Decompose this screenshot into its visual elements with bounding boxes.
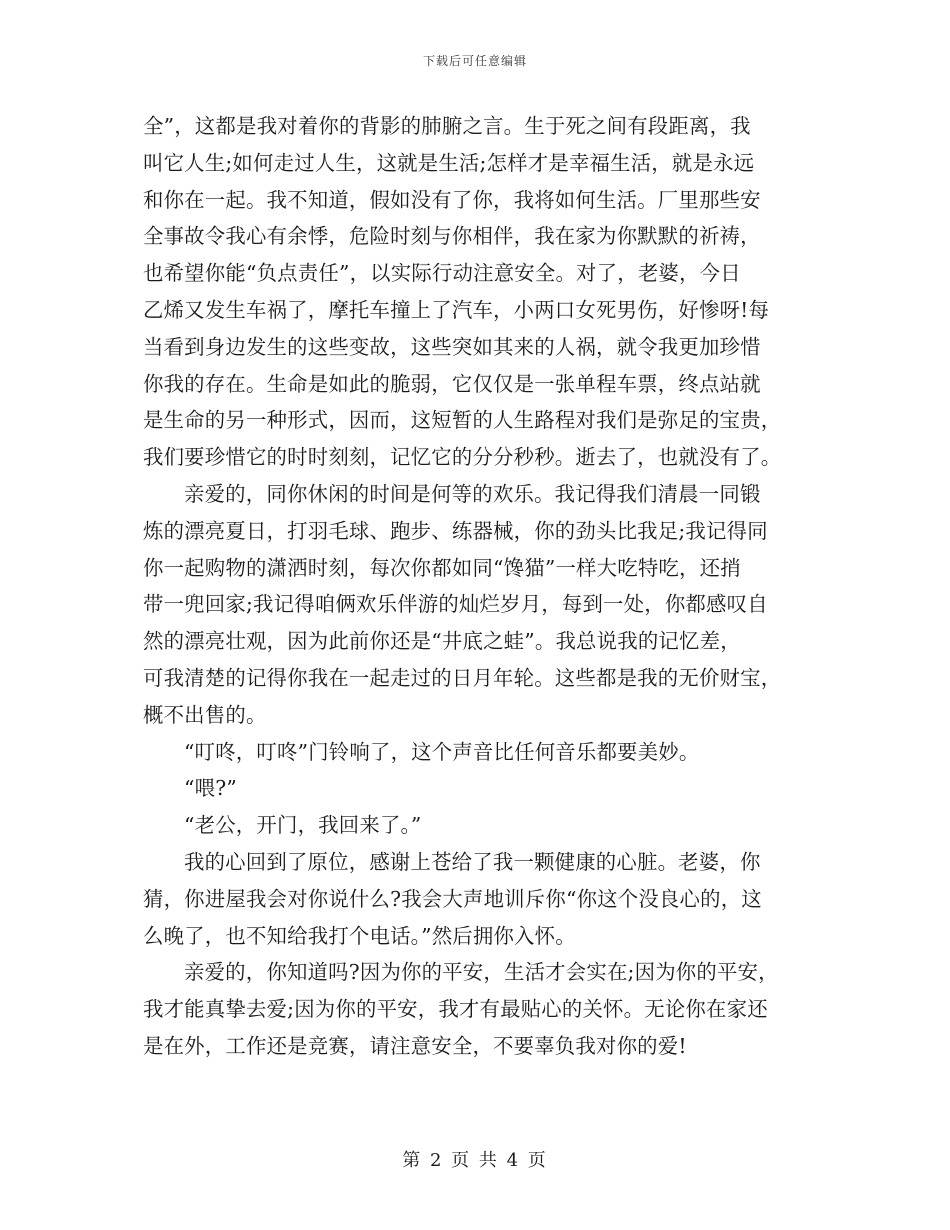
page-header: 下载后可任意编辑 (422, 54, 527, 68)
text-line: 全事故令我心有余悸，危险时刻与你相伴，我在家为你默默的祈祷， (143, 224, 761, 249)
text-line: 全”，这都是我对着你的背影的肺腑之言。生于死之间有段距离，我 (143, 114, 751, 138)
paragraph-start-line: 亲爱的，同你休闲的时间是何等的欢乐。我记得我们清晨一同锻 (184, 481, 761, 506)
text-line: 叫它人生;如何走过人生，这就是生活;怎样才是幸福生活，就是永远 (143, 150, 755, 175)
text-line: 概不出售的。 (143, 702, 267, 727)
paragraph-start-line: 我的心回到了原位，感谢上苍给了我一颗健康的心脏。老婆，你 (184, 849, 761, 874)
paragraph-start-line: “老公，开门，我回来了。” (184, 813, 422, 838)
text-line: 也希望你能“负点责任”，以实际行动注意安全。对了，老婆，今日 (143, 261, 741, 286)
text-line: 是在外，工作还是竞赛，请注意安全，不要辜负我对你的爱! (143, 1033, 687, 1058)
text-line: 猜，你进屋我会对你说什么?我会大声地训斥你“你这个没良心的，这 (143, 886, 762, 911)
paragraph-start-line: “叮咚，叮咚”门铃响了，这个声音比任何音乐都要美妙。 (184, 739, 700, 764)
text-line: 可我清楚的记得你我在一起走过的日月年轮。这些都是我的无价财宝， (143, 665, 782, 690)
text-line: 么晚了，也不知给我打个电话。”然后拥你入怀。 (143, 923, 576, 948)
text-line: 我才能真挚去爱;因为你的平安，我才有最贴心的关怀。无论你在家还 (143, 997, 768, 1022)
text-line: 我们要珍惜它的时时刻刻，记忆它的分分秒秒。逝去了，也就没有了。 (143, 445, 782, 470)
text-line: 当看到身边发生的这些变故，这些突如其来的人祸，就令我更加珍惜 (143, 334, 761, 359)
text-line: 你一起购物的潇洒时刻，每次你都如同“馋猫”一样大吃特吃，还捎 (143, 555, 741, 580)
text-line: 然的漂亮壮观，因为此前你还是“井底之蛙”。我总说我的记忆差， (143, 629, 741, 654)
page-number-footer: 第 2 页 共 4 页 (402, 1150, 548, 1171)
text-line: 你我的存在。生命是如此的脆弱，它仅仅是一张单程车票，终点站就 (143, 371, 761, 396)
paragraph-start-line: “喂?” (184, 776, 237, 801)
text-line: 乙烯又发生车祸了，摩托车撞上了汽车，小两口女死男伤，好惨呀!每 (143, 297, 770, 322)
paragraph-start-line: 亲爱的，你知道吗?因为你的平安，生活才会实在;因为你的平安， (184, 960, 779, 985)
text-line: 是生命的另一种形式，因而，这短暂的人生路程对我们是弥足的宝贵， (143, 408, 782, 433)
text-line: 炼的漂亮夏日，打羽毛球、跑步、练器械，你的劲头比我足;我记得同 (143, 518, 768, 543)
text-line: 和你在一起。我不知道，假如没有了你，我将如何生活。厂里那些安 (143, 187, 761, 212)
text-line: 带一兜回家;我记得咱俩欢乐伴游的灿烂岁月，每到一处，你都感叹自 (143, 592, 768, 617)
body-text (143, 108, 808, 1065)
